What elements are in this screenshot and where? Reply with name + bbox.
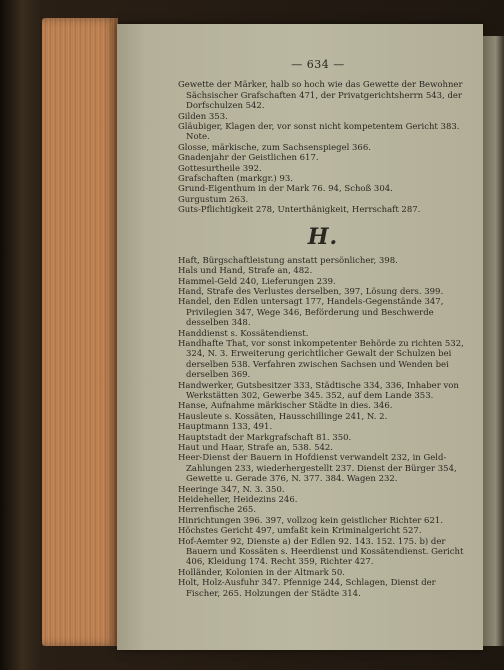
index-entry: Gilden 353. (178, 111, 228, 122)
index-entry: Hausleute s. Kossäten, Hausschillinge 241, N. 2. (178, 411, 388, 422)
page-number: — 634 — (291, 58, 345, 71)
index-entry: Gottesurtheile 392. (178, 163, 262, 174)
index-entry: Handdienst s. Kossätendienst. (178, 328, 309, 339)
index-entry: Handhafte That, vor sonst inkompetenter Behörde zu richten 532, 324, N. 3. Erweiterung gerichtlicher Gewalt der Schulzen bei derselben 538. Verfahren zwischen Sachsen und Wenden bei derselben 369. (178, 338, 464, 381)
index-entry: Guts-Pflichtigkeit 278, Unterthänigkeit, Herrschaft 287. (178, 205, 421, 216)
index-entry: Herrenfische 265. (178, 505, 256, 516)
index-entry: Holt, Holz-Ausfuhr 347. Pfennige 244, Schlagen, Dienst der Fischer, 265. Holzungen der Städte 314. (178, 578, 436, 599)
index-entry: Glosse, märkische, zum Sachsenspiegel 366. (178, 142, 371, 153)
index-entry: Heer-Dienst der Bauern in Hofdienst verwandelt 232, in Geld-Zahlungen 233, wiederhergestellt 237. Dienst der Bürger 354, Gewette u. Gerade 376, N. 377. 384. Wagen 232. (178, 453, 457, 485)
adjacent-page-edge (483, 36, 504, 646)
index-entry: Haut und Haar, Strafe an, 538. 542. (178, 443, 333, 453)
index-entry: Gurgustum 263. (178, 194, 249, 205)
index-entry: Hauptmann 133, 491. (178, 422, 273, 433)
index-entry: Gnadenjahr der Geistlichen 617. (178, 153, 319, 164)
index-entry: Heideheller, Heidezins 246. (178, 495, 298, 506)
index-entry: Grafschaften (markgr.) 93. (178, 174, 293, 185)
index-entry: Grund-Eigenthum in der Mark 76. 94, Schoß 304. (178, 184, 393, 195)
index-entry: Hanse, Aufnahme märkischer Städte in dies. 346. (178, 401, 393, 412)
index-entry: Holländer, Kolonien in der Altmark 50. (178, 567, 345, 578)
index-entry: Heeringe 347, N. 3. 350. (178, 484, 285, 495)
book-spine (0, 0, 40, 670)
index-entry: Hand, Strafe des Verlustes derselben, 397, Lösung ders. 399. (178, 286, 444, 297)
index-section-g (178, 80, 468, 215)
index-entry: Hof-Aemter 92, Dienste a) der Edlen 92. 143. 152. 175. b) der Bauern und Kossäten s. Heerdienst und Kossätendienst. Gericht 406, Kleidung 174. Recht 359, Richter 427. (178, 536, 464, 568)
index-entry: Haft, Bürgschaftleistung anstatt persönlicher, 398. (178, 255, 398, 266)
page-text (178, 60, 468, 599)
section-heading-h: H. (307, 223, 339, 250)
index-entry: Hals und Hand, Strafe an, 482. (178, 266, 313, 277)
index-section-h (178, 256, 468, 599)
index-entry: Gewette der Märker, halb so hoch wie das Gewette der Bewohner Sächsischer Grafschaften 471, der Privatgerichtsherrn 543, der Dorfschulzen 542. (178, 80, 463, 112)
index-entry: Hammel-Geld 240, Lieferungen 239. (178, 276, 336, 287)
page-edges (42, 18, 118, 646)
index-entry: Handwerker, Gutsbesitzer 333, Städtische 334, 336, Inhaber von Werkstätten 302, Gewerbe 345. 352, auf dem Lande 353. (178, 380, 459, 401)
index-entry: Handel, den Edlen untersagt 177, Handels-Gegenstände 347, Privilegien 347, Wege 346, Beförderung und Beschwerde desselben 348. (178, 297, 444, 329)
index-entry: Höchstes Gericht 497, umfaßt kein Kriminalgericht 527. (178, 526, 422, 537)
index-entry: Hinrichtungen 396. 397, vollzog kein geistlicher Richter 621. (178, 515, 443, 526)
index-entry: Gläubiger, Klagen der, vor sonst nicht kompetentem Gericht 383. Note. (178, 122, 460, 143)
index-entry: Hauptstadt der Markgrafschaft 81. 350. (178, 432, 352, 443)
